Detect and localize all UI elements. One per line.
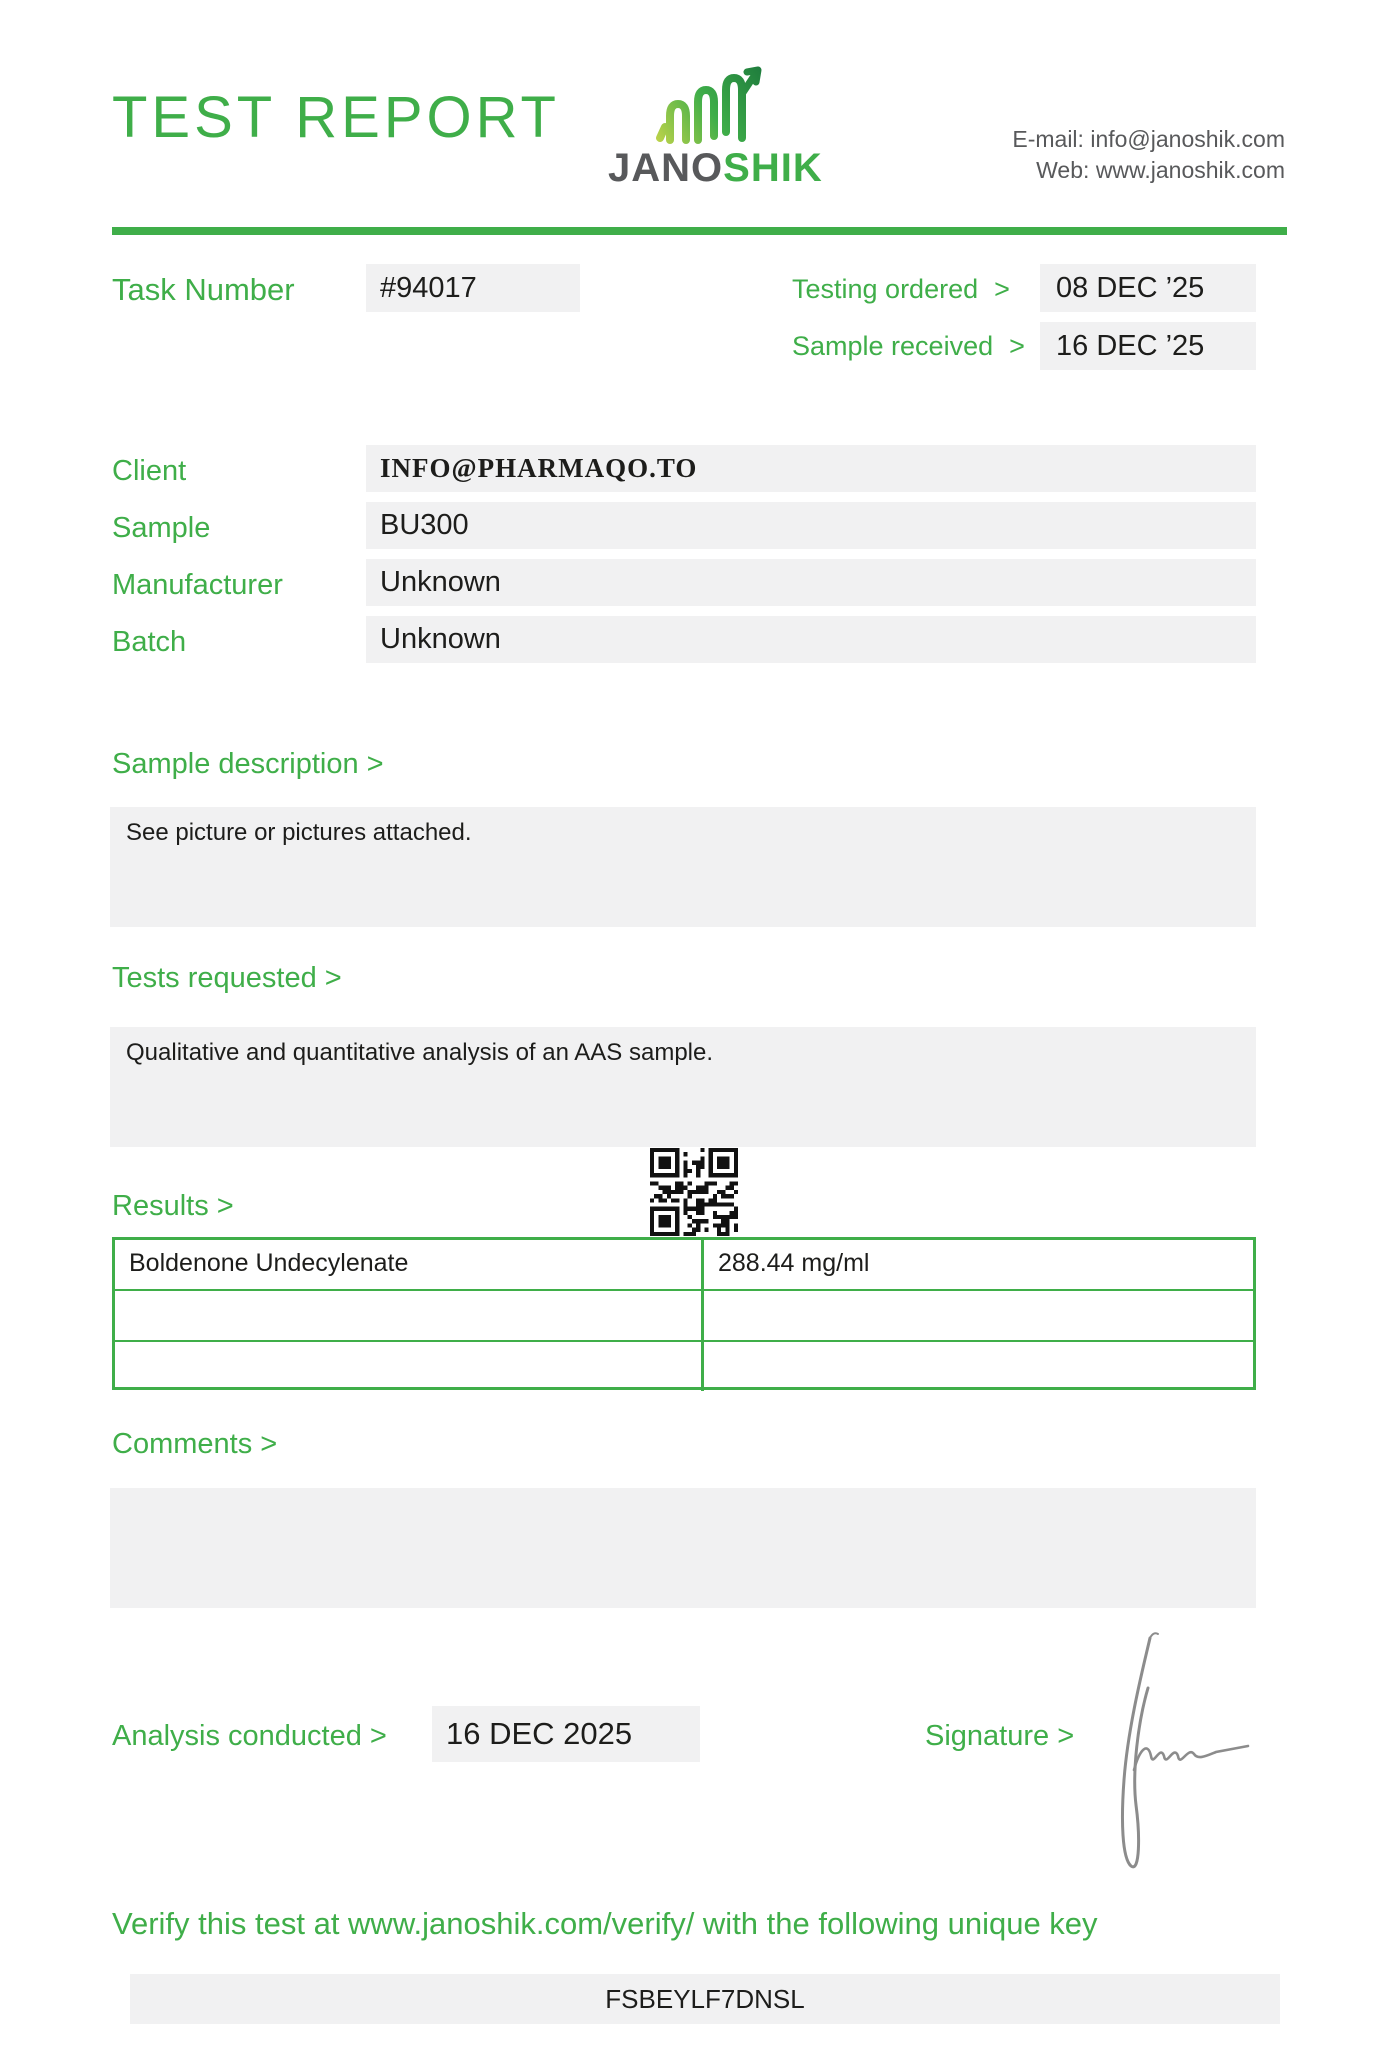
client-value: INFO@PHARMAQO.TO — [366, 445, 1256, 492]
table-row — [115, 1291, 1253, 1342]
analysis-conducted-value: 16 DEC 2025 — [432, 1706, 700, 1762]
tests-requested-text: Qualitative and quantitative analysis of an AAS sample. — [126, 1039, 714, 1066]
manufacturer-value: Unknown — [366, 559, 1256, 606]
page-title: TEST REPORT — [112, 85, 560, 150]
header-divider — [112, 227, 1287, 235]
verify-key: FSBEYLF7DNSL — [130, 1974, 1280, 2024]
sample-description-text: See picture or pictures attached. — [126, 819, 472, 846]
task-number-value: #94017 — [366, 264, 580, 312]
contact-info — [1012, 124, 1285, 186]
result-amount — [704, 1291, 1253, 1340]
comments-box — [110, 1488, 1256, 1608]
sample-received-label — [792, 331, 1025, 362]
sample-received-text: Sample received — [792, 331, 994, 361]
sample-description-heading: Sample description > — [112, 748, 384, 780]
result-substance — [115, 1342, 704, 1391]
sample-received-value: 16 DEC ’25 — [1040, 322, 1256, 370]
result-substance — [115, 1291, 704, 1340]
manufacturer-label: Manufacturer — [112, 569, 283, 601]
qr-code-icon — [650, 1148, 738, 1236]
handwritten-signature-icon — [1098, 1630, 1283, 1890]
testing-ordered-label — [792, 274, 1010, 305]
email-label: E-mail: — [1012, 126, 1084, 152]
table-row — [115, 1342, 1253, 1391]
result-amount — [704, 1342, 1253, 1391]
analysis-conducted-label: Analysis conducted > — [112, 1720, 387, 1752]
verify-instruction: Verify this test at www.janoshik.com/verify/ with the following unique key — [112, 1906, 1098, 1941]
client-label: Client — [112, 455, 187, 487]
testing-ordered-text: Testing ordered — [792, 274, 979, 304]
growth-chart-icon — [652, 64, 778, 149]
tests-requested-heading: Tests requested > — [112, 962, 342, 994]
testing-ordered-arrow: > — [994, 274, 1010, 304]
sample-label: Sample — [112, 512, 211, 544]
batch-value: Unknown — [366, 616, 1256, 663]
email-value: info@janoshik.com — [1090, 126, 1285, 152]
result-amount: 288.44 mg/ml — [718, 1249, 870, 1277]
results-table — [112, 1237, 1256, 1390]
web-value: www.janoshik.com — [1095, 157, 1285, 183]
sample-description-box — [110, 807, 1256, 927]
task-number-label: Task Number — [112, 272, 295, 307]
result-substance: Boldenone Undecylenate — [115, 1240, 704, 1289]
tests-requested-box — [110, 1027, 1256, 1147]
batch-label: Batch — [112, 626, 187, 658]
sample-received-arrow: > — [1009, 331, 1025, 361]
signature-label: Signature > — [925, 1720, 1075, 1752]
logo-text-primary: JANO — [608, 146, 724, 190]
contact-web-line — [1012, 155, 1285, 186]
web-label: Web: — [1036, 157, 1090, 183]
sample-value: BU300 — [366, 502, 1256, 549]
logo-wordmark — [608, 146, 823, 191]
comments-heading: Comments > — [112, 1428, 278, 1460]
logo-text-secondary: SHIK — [723, 146, 823, 190]
results-heading: Results > — [112, 1190, 234, 1222]
contact-email-line — [1012, 124, 1285, 155]
testing-ordered-value: 08 DEC ’25 — [1040, 264, 1256, 312]
table-row — [115, 1240, 1253, 1291]
